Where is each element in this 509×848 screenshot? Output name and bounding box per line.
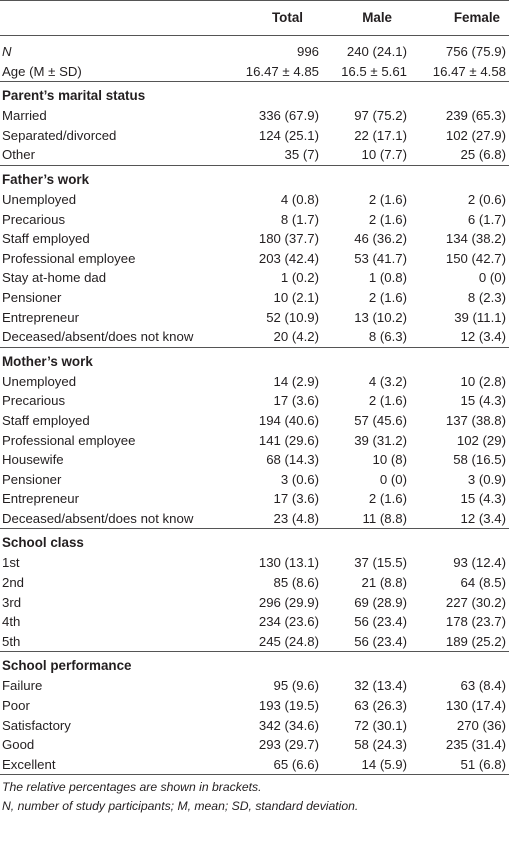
cell-male: 2 (1.6) (368, 191, 407, 207)
cell-total: 336 (67.9) (258, 108, 319, 124)
row-label: Professional employee (2, 250, 136, 266)
table-row (0, 126, 509, 146)
row-label: 2nd (2, 575, 25, 591)
table-row (0, 593, 509, 613)
table-row (0, 509, 509, 529)
cell-male: 97 (75.2) (354, 108, 407, 124)
table-row (0, 268, 509, 288)
cell-female: 134 (38.2) (445, 231, 506, 247)
row-label: Failure (2, 678, 43, 694)
cell-total: 68 (14.3) (266, 452, 319, 468)
section-title: School class (2, 535, 84, 551)
header-empty-cell (0, 1, 228, 36)
cell-female: 25 (6.8) (460, 147, 506, 163)
section-header-row (0, 347, 509, 372)
cell-female: 15 (4.3) (460, 491, 506, 507)
table-row (0, 327, 509, 347)
cell-male: 56 (23.4) (354, 633, 407, 649)
table-row (0, 553, 509, 573)
cell-male: 57 (45.6) (354, 412, 407, 428)
table-row (0, 489, 509, 509)
cell-male: 37 (15.5) (354, 555, 407, 571)
section-header-row (0, 82, 509, 107)
cell-female: 12 (3.4) (460, 329, 506, 345)
cell-female: 756 (75.9) (445, 44, 506, 59)
row-label: Married (2, 108, 47, 124)
table-row (0, 229, 509, 249)
cell-total: 85 (8.6) (273, 575, 319, 591)
section-header-row (0, 652, 509, 677)
row-label: Precarious (2, 393, 66, 409)
cell-female: 137 (38.8) (445, 412, 506, 428)
row-label: 1st (2, 555, 20, 571)
cell-male: 240 (24.1) (346, 44, 407, 59)
row-label: Entrepreneur (2, 309, 79, 325)
section-title: Parent’s marital status (2, 88, 146, 104)
cell-total: 23 (4.8) (273, 510, 319, 526)
table-row (0, 450, 509, 470)
cell-male: 8 (6.3) (368, 329, 407, 345)
table-row (0, 411, 509, 431)
header-total: Total (272, 10, 303, 25)
cell-total: 52 (10.9) (266, 309, 319, 325)
cell-female: 0 (0) (478, 270, 506, 286)
cell-male: 32 (13.4) (354, 678, 407, 694)
row-label: Staff employed (2, 231, 90, 247)
table-row (0, 612, 509, 632)
cell-female: 150 (42.7) (445, 250, 506, 266)
cell-male: 10 (8) (372, 452, 407, 468)
cell-male: 72 (30.1) (354, 717, 407, 733)
cell-total: 16.47 ± 4.85 (245, 63, 319, 79)
table-row (0, 308, 509, 328)
cell-total: 14 (2.9) (273, 373, 319, 389)
cell-total: 10 (2.1) (273, 289, 319, 305)
row-label: Entrepreneur (2, 491, 79, 507)
cell-male: 16.5 ± 5.61 (341, 63, 407, 79)
row-label: Unemployed (2, 191, 77, 207)
row-label: Staff employed (2, 412, 90, 428)
cell-male: 39 (31.2) (354, 432, 407, 448)
cell-female: 130 (17.4) (445, 698, 506, 714)
cell-female: 227 (30.2) (445, 594, 506, 610)
cell-female: 15 (4.3) (460, 393, 506, 409)
row-label: 5th (2, 633, 21, 649)
cell-male: 53 (41.7) (354, 250, 407, 266)
cell-male: 2 (1.6) (368, 211, 407, 227)
table-row (0, 755, 509, 775)
row-label: Pensioner (2, 471, 62, 487)
cell-female: 102 (27.9) (445, 127, 506, 143)
section-header-row (0, 165, 509, 190)
row-label: Housewife (2, 452, 64, 468)
cell-total: 996 (296, 44, 319, 59)
cell-male: 2 (1.6) (368, 491, 407, 507)
cell-male: 46 (36.2) (354, 231, 407, 247)
cell-male: 14 (5.9) (361, 756, 407, 772)
row-label: Unemployed (2, 373, 77, 389)
table-row-age (0, 62, 509, 82)
cell-female: 3 (0.9) (467, 471, 506, 487)
cell-male: 1 (0.8) (368, 270, 407, 286)
table-row (0, 145, 509, 165)
cell-total: 1 (0.2) (280, 270, 319, 286)
cell-total: 234 (23.6) (258, 614, 319, 630)
cell-male: 63 (26.3) (354, 698, 407, 714)
row-label: Age (M ± SD) (2, 63, 82, 79)
table-row (0, 372, 509, 392)
cell-male: 22 (17.1) (354, 127, 407, 143)
table-row (0, 288, 509, 308)
row-label: Excellent (2, 756, 56, 772)
row-label: 4th (2, 614, 21, 630)
section-title: Mother’s work (2, 353, 93, 369)
cell-total: 17 (3.6) (273, 393, 319, 409)
cell-total: 293 (29.7) (258, 737, 319, 753)
cell-male: 58 (24.3) (354, 737, 407, 753)
cell-male: 13 (10.2) (354, 309, 407, 325)
cell-female: 16.47 ± 4.58 (432, 63, 506, 79)
table-row (0, 106, 509, 126)
cell-total: 193 (19.5) (258, 698, 319, 714)
table-row (0, 431, 509, 451)
cell-total: 130 (13.1) (258, 555, 319, 571)
cell-female: 10 (2.8) (460, 373, 506, 389)
cell-male: 10 (7.7) (361, 147, 407, 163)
row-label: Separated/divorced (2, 127, 117, 143)
row-label: Poor (2, 698, 30, 714)
cell-total: 20 (4.2) (273, 329, 319, 345)
table-header-row (0, 1, 509, 36)
header-female: Female (453, 10, 500, 25)
table-row (0, 210, 509, 230)
cell-male: 11 (8.8) (362, 510, 407, 526)
cell-total: 203 (42.4) (258, 250, 319, 266)
row-label: Other (2, 147, 35, 163)
row-label: Satisfactory (2, 717, 71, 733)
table-row (0, 249, 509, 269)
cell-total: 124 (25.1) (258, 127, 319, 143)
cell-male: 2 (1.6) (368, 393, 407, 409)
cell-female: 58 (16.5) (453, 452, 506, 468)
cell-female: 8 (2.3) (467, 289, 506, 305)
row-label: Professional employee (2, 432, 136, 448)
table-row (0, 391, 509, 411)
table-row (0, 573, 509, 593)
cell-total: 180 (37.7) (258, 231, 319, 247)
table-row (0, 735, 509, 755)
row-label: Precarious (2, 211, 66, 227)
table-row (0, 716, 509, 736)
table-row (0, 632, 509, 652)
table-row (0, 470, 509, 490)
cell-female: 6 (1.7) (467, 211, 506, 227)
note-percentages: The relative percentages are shown in brackets. (2, 780, 262, 795)
cell-total: 35 (7) (284, 147, 319, 163)
row-label: Good (2, 737, 35, 753)
cell-female: 178 (23.7) (445, 614, 506, 630)
section-title: School performance (2, 658, 132, 674)
table-notes (0, 778, 509, 816)
table-row (0, 696, 509, 716)
cell-female: 2 (0.6) (467, 191, 506, 207)
cell-female: 102 (29) (456, 432, 506, 448)
cell-female: 239 (65.3) (445, 108, 506, 124)
row-label: Deceased/absent/does not know (2, 329, 194, 345)
row-label: 3rd (2, 594, 22, 610)
cell-total: 296 (29.9) (258, 594, 319, 610)
cell-female: 39 (11.1) (454, 309, 506, 325)
row-label: Stay at-home dad (2, 270, 107, 286)
table-row (0, 676, 509, 696)
cell-female: 189 (25.2) (445, 633, 506, 649)
cell-male: 69 (28.9) (354, 594, 407, 610)
cell-male: 2 (1.6) (368, 289, 407, 305)
cell-male: 4 (3.2) (368, 373, 407, 389)
cell-total: 95 (9.6) (273, 678, 319, 694)
row-label: N (2, 44, 12, 59)
section-header-row (0, 529, 509, 554)
cell-total: 342 (34.6) (258, 717, 319, 733)
table-row (0, 190, 509, 210)
cell-total: 17 (3.6) (273, 491, 319, 507)
cell-male: 56 (23.4) (354, 614, 407, 630)
cell-total: 65 (6.6) (273, 756, 319, 772)
cell-total: 141 (29.6) (258, 432, 319, 448)
table-body (0, 36, 509, 775)
cell-female: 63 (8.4) (460, 678, 506, 694)
cell-total: 8 (1.7) (280, 211, 319, 227)
cell-female: 12 (3.4) (460, 510, 506, 526)
section-title: Father’s work (2, 171, 90, 187)
cell-female: 93 (12.4) (453, 555, 506, 571)
cell-male: 21 (8.8) (361, 575, 407, 591)
note-abbreviations: N, number of study participants; M, mean; SD, standard deviation. (2, 799, 359, 814)
cell-total: 245 (24.8) (258, 633, 319, 649)
cell-total: 194 (40.6) (258, 412, 319, 428)
row-label: Deceased/absent/does not know (2, 510, 194, 526)
cell-total: 3 (0.6) (280, 471, 319, 487)
cell-female: 235 (31.4) (445, 737, 506, 753)
table-row-n (0, 42, 509, 62)
cell-total: 4 (0.8) (280, 191, 319, 207)
cell-female: 270 (36) (456, 717, 506, 733)
header-male: Male (362, 10, 392, 25)
cell-female: 51 (6.8) (460, 756, 506, 772)
row-label: Pensioner (2, 289, 62, 305)
cell-male: 0 (0) (379, 471, 407, 487)
cell-female: 64 (8.5) (460, 575, 506, 591)
